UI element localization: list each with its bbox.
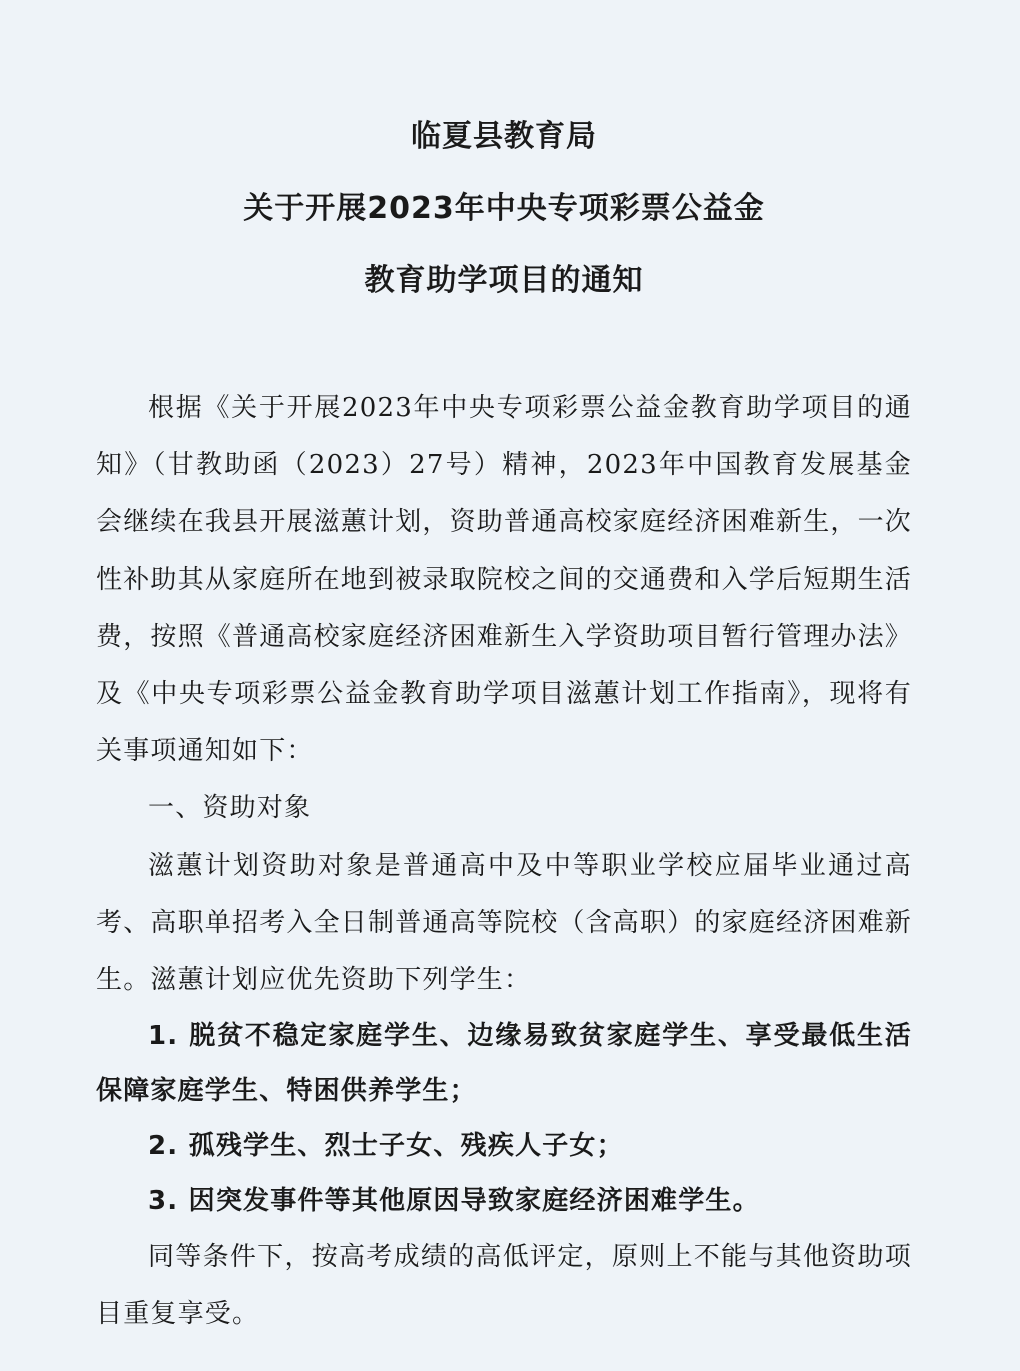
notice-title-line-1: 关于开展2023年中央专项彩票公益金: [243, 191, 765, 226]
priority-item-3: 3. 因突发事件等其他原因导致家庭经济困难学生。: [148, 1186, 760, 1217]
issuer-title: 临夏县教育局: [411, 119, 597, 154]
intro-paragraph: 根据《关于开展2023年中央专项彩票公益金教育助学项目的通知》（甘教助函（2023）27号）精神，2023年中国教育发展基金会继续在我县开展滋蕙计划，资助普通高校家庭经济困难新生，一次性补助其从家庭所在地到被录取院校之间的交通费和入学后短期生活费，按照《普通高校家庭经济困难新生入学资助项目暂行管理办法》及《中央专项彩票公益金教育助学项目滋蕙计划工作指南》，现将有关事项通知如下：: [96, 393, 913, 767]
document-body: [96, 380, 912, 1344]
section-paragraph: 滋蕙计划资助对象是普通高中及中等职业学校应届毕业通过高考、高职单招考入全日制普通高等院校（含高职）的家庭经济困难新生。滋蕙计划应优先资助下列学生：: [96, 850, 913, 996]
priority-item-1: 1. 脱贫不稳定家庭学生、边缘易致贫家庭学生、享受最低生活保障家庭学生、特困供养学生；: [96, 1021, 912, 1107]
document-title: [96, 0, 912, 296]
notice-title-line-2: 教育助学项目的通知: [364, 263, 644, 298]
section-heading-funding-targets: 一、资助对象: [148, 793, 312, 824]
priority-item-2: 2. 孤残学生、烈士子女、残疾人子女；: [148, 1131, 624, 1162]
closing-paragraph: 同等条件下，按高考成绩的高低评定，原则上不能与其他资助项目重复享受。: [96, 1242, 912, 1330]
